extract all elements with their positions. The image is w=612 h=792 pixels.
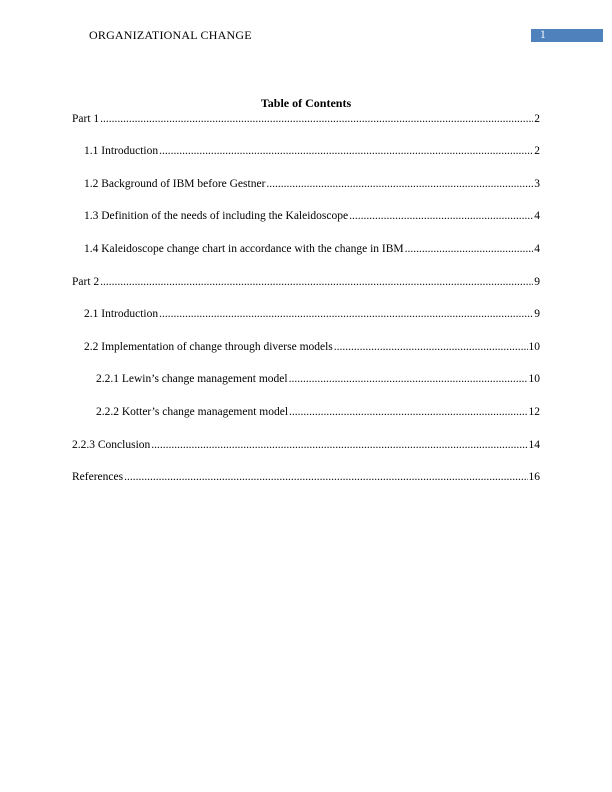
toc-entry-title: 2.2 Implementation of change through diverse models bbox=[84, 341, 333, 353]
toc-entry-page: 3 bbox=[534, 178, 540, 190]
toc-entry-title: 1.4 Kaleidoscope change chart in accordance with the change in IBM bbox=[84, 243, 404, 255]
dot-leader bbox=[405, 242, 534, 257]
toc-entry-2-2-3[interactable] bbox=[72, 438, 540, 453]
toc-entry-page: 10 bbox=[528, 341, 540, 353]
toc-entry-page: 9 bbox=[534, 276, 540, 288]
dot-leader bbox=[289, 405, 527, 420]
dot-leader bbox=[349, 209, 533, 224]
toc-entry-title: 1.3 Definition of the needs of including the Kaleidoscope bbox=[84, 210, 349, 222]
toc-entry-title: Part 2 bbox=[72, 276, 100, 288]
page-number-box bbox=[531, 29, 603, 42]
toc-entry-page: 4 bbox=[534, 210, 540, 222]
toc-entry-page: 10 bbox=[528, 373, 540, 385]
page-number: 1 bbox=[540, 29, 546, 41]
toc-entry-title: 2.1 Introduction bbox=[84, 308, 159, 320]
toc-entry-2-2-2[interactable] bbox=[96, 405, 540, 420]
toc-entry-page: 4 bbox=[534, 243, 540, 255]
toc-entry-page: 2 bbox=[534, 145, 540, 157]
dot-leader bbox=[159, 144, 533, 159]
toc-entry-part-1[interactable] bbox=[72, 112, 540, 127]
toc-entry-part-2[interactable] bbox=[72, 275, 540, 290]
dot-leader bbox=[151, 438, 527, 453]
toc-entry-title: Part 1 bbox=[72, 113, 100, 125]
toc-entry-2-1[interactable] bbox=[84, 307, 540, 322]
dot-leader bbox=[266, 177, 533, 192]
toc-title: Table of Contents bbox=[260, 96, 352, 110]
toc-entry-page: 12 bbox=[528, 406, 540, 418]
toc-entry-2-2-1[interactable] bbox=[96, 372, 540, 387]
toc-entry-page: 16 bbox=[528, 471, 540, 483]
toc-entry-title: 2.2.2 Kotter’s change management model bbox=[96, 406, 289, 418]
toc-entry-title: 1.1 Introduction bbox=[84, 145, 159, 157]
dot-leader bbox=[100, 275, 533, 290]
dot-leader bbox=[159, 307, 533, 322]
toc-entry-2-2[interactable] bbox=[84, 340, 540, 355]
toc-entry-title: 2.2.1 Lewin’s change management model bbox=[96, 373, 288, 385]
toc-entry-page: 2 bbox=[534, 113, 540, 125]
toc-entry-page: 9 bbox=[534, 308, 540, 320]
dot-leader bbox=[334, 340, 528, 355]
toc-entry-1-1[interactable] bbox=[84, 144, 540, 159]
running-head: ORGANIZATIONAL CHANGE bbox=[89, 28, 252, 42]
dot-leader bbox=[289, 372, 528, 387]
toc-entry-title: 1.2 Background of IBM before Gestner bbox=[84, 178, 266, 190]
toc-entry-references[interactable] bbox=[72, 470, 540, 485]
dot-leader bbox=[124, 470, 527, 485]
toc-entry-1-4[interactable] bbox=[84, 242, 540, 257]
dot-leader bbox=[100, 112, 533, 127]
toc-entry-1-2[interactable] bbox=[84, 177, 540, 192]
toc-entry-title: References bbox=[72, 471, 124, 483]
toc-entry-title: 2.2.3 Conclusion bbox=[72, 439, 151, 451]
toc-entry-1-3[interactable] bbox=[84, 209, 540, 224]
toc-entry-page: 14 bbox=[528, 439, 540, 451]
